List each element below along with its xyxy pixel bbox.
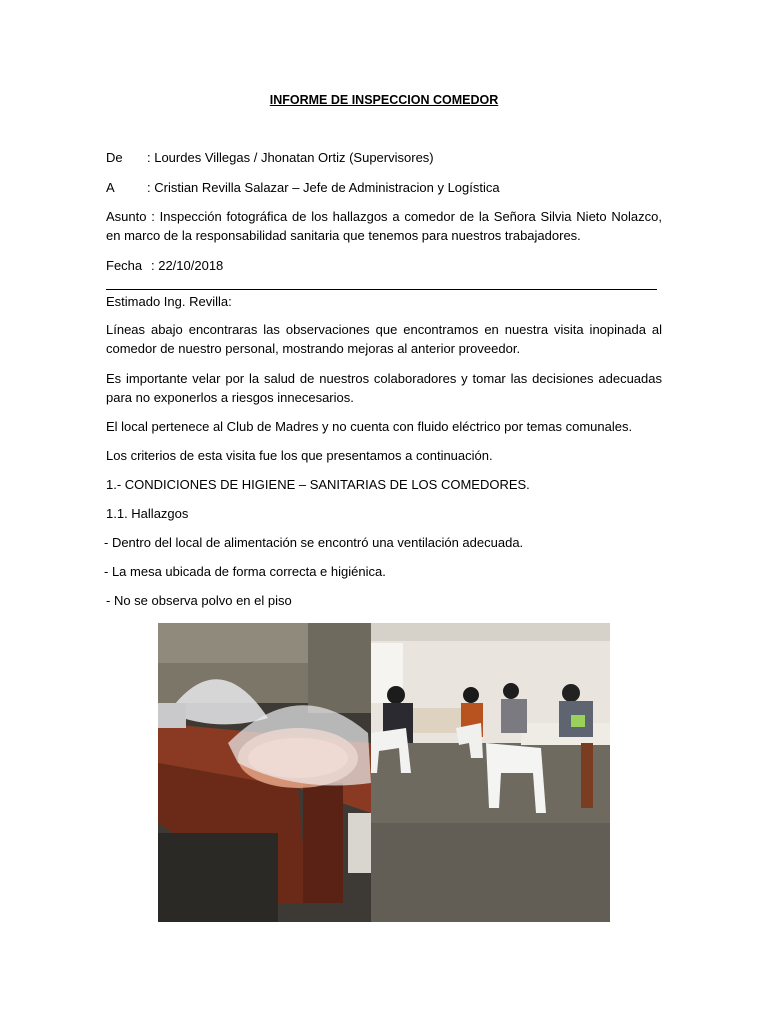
from-value: : Lourdes Villegas / Jhonatan Ortiz (Supervisores) (147, 150, 434, 165)
to-value: : Cristian Revilla Salazar – Jefe de Administracion y Logística (147, 180, 500, 195)
finding-floor: - No se observa polvo en el piso (106, 593, 292, 608)
paragraph-health: Es importante velar por la salud de nuestros colaboradores y tomar las decisiones adecuadas para no exponerlos a riesgos innecesarios. (106, 371, 662, 405)
section-heading: 1.- CONDICIONES DE HIGIENE – SANITARIAS DE LOS COMEDORES. (106, 477, 530, 492)
photo-covered-food (158, 623, 371, 922)
subject-paragraph: Asunto : Inspección fotográfica de los hallazgos a comedor de la Señora Silvia Nieto Nolazco, en marco de la responsabilidad sanitaria que tenemos para nuestros trabajadores. (106, 209, 662, 243)
date-label: Fecha (106, 258, 143, 273)
document-title: INFORME DE INSPECCION COMEDOR (269, 93, 499, 107)
photo-dining-room (371, 623, 610, 922)
date-line (106, 256, 662, 275)
to-label: A (106, 180, 115, 195)
date-value: : 22/10/2018 (151, 258, 224, 273)
paragraph-criteria: Los criterios de esta visita fue los que presentamos a continuación. (106, 448, 493, 463)
paragraph-observations: Líneas abajo encontraras las observaciones que encontramos en nuestra visita inopinada al comedor de nuestro personal, mostrando mejoras al anterior proveedor. (106, 322, 662, 356)
from-line (106, 148, 662, 167)
from-label: De (106, 150, 123, 165)
to-line (106, 178, 662, 197)
finding-ventilation: - Dentro del local de alimentación se encontró una ventilación adecuada. (104, 535, 524, 550)
salutation: Estimado Ing. Revilla: (106, 294, 232, 309)
finding-table: - La mesa ubicada de forma correcta e higiénica. (104, 564, 386, 579)
subsection-heading: 1.1. Hallazgos (106, 506, 189, 521)
separator-rule (106, 289, 657, 290)
paragraph-location: El local pertenece al Club de Madres y no cuenta con fluido eléctrico por temas comunales. (106, 419, 633, 434)
